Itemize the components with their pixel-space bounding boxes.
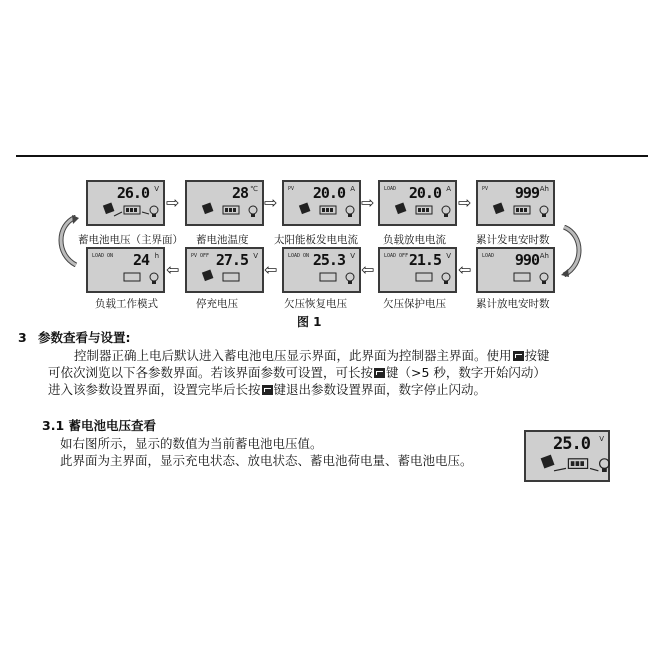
screen-battery-temperature — [185, 180, 264, 226]
status-icons — [288, 269, 358, 289]
figure-caption: 图 1 — [297, 315, 322, 329]
bulb-icon — [249, 206, 257, 217]
screen-tag: PV OFF — [191, 253, 210, 259]
caption-battery-temperature: 蓄电池温度 — [196, 234, 249, 246]
battery-icon — [320, 206, 336, 214]
paragraph-text: 按键 — [524, 348, 550, 363]
arrow-left-icon: ⇦ — [264, 260, 278, 279]
solar-panel-icon — [202, 270, 214, 282]
screen-unit: A — [446, 185, 451, 193]
screen-reading: 24 — [132, 251, 149, 269]
caption-pv-current: 太阳能板发电电流 — [274, 234, 358, 246]
battery-icon — [568, 459, 587, 469]
battery-icon — [320, 273, 336, 281]
screen-reading: 25.3 — [312, 251, 345, 269]
section-title: 参数查看与设置: — [38, 330, 131, 345]
screen-unit: V — [446, 252, 451, 260]
status-icons — [92, 269, 162, 289]
screen-reading: 25.0 — [553, 434, 590, 454]
solar-panel-icon — [202, 203, 214, 215]
status-icons — [288, 202, 358, 222]
section-number: 3 — [18, 330, 27, 345]
bulb-icon — [346, 273, 354, 284]
battery-icon — [124, 206, 140, 214]
screen-reading: 27.5 — [215, 251, 248, 269]
screen-load-ah — [476, 247, 555, 293]
cycle-left-arrow-icon — [52, 215, 80, 267]
arrow-left-icon: ⇦ — [458, 260, 472, 279]
arrow-right-icon: ⇨ — [361, 193, 375, 212]
screen-recover-voltage — [282, 247, 361, 293]
screen-unit: Ah — [539, 252, 549, 260]
caption-charge-stop-voltage: 停充电压 — [196, 298, 238, 310]
arrow-right-icon: ⇨ — [458, 193, 472, 212]
screen-tag: LOAD ON — [288, 253, 310, 259]
set-key-icon — [262, 385, 273, 395]
bulb-icon — [540, 206, 548, 217]
bulb-icon — [346, 206, 354, 217]
caption-undervoltage-protect: 欠压保护电压 — [383, 298, 446, 310]
solar-panel-icon — [395, 203, 407, 215]
screen-load-mode — [86, 247, 165, 293]
paragraph-text: 键退出参数设置界面，数字停止闪动。 — [273, 382, 487, 397]
screen-tag: PV — [288, 186, 295, 192]
screen-pv-ah — [476, 180, 555, 226]
paragraph-line — [74, 347, 550, 364]
arrow-left-icon: ⇦ — [361, 260, 375, 279]
caption-pv-ah: 累计发电安时数 — [476, 234, 550, 246]
screen-pv-current — [282, 180, 361, 226]
screen-undervoltage-protect — [378, 247, 457, 293]
screen-reading: 999 — [514, 184, 539, 202]
cycle-right-arrow-icon — [560, 225, 588, 277]
status-icons — [384, 202, 454, 222]
battery-icon — [416, 273, 432, 281]
screen-unit: Ah — [539, 185, 549, 193]
paragraph-line — [48, 381, 486, 398]
arrow-right-icon: ⇨ — [166, 193, 180, 212]
caption-load-current: 负载放电电流 — [383, 234, 446, 246]
screen-unit: V — [350, 252, 355, 260]
screen-unit: V — [253, 252, 258, 260]
screen-unit: A — [350, 185, 355, 193]
screen-reading: 20.0 — [408, 184, 441, 202]
subsection-title: 3.1 蓄电池电压查看 — [42, 418, 156, 433]
caption-load-mode: 负载工作模式 — [95, 298, 158, 310]
paragraph-text: 可依次浏览以下各参数界面。若该界面参数可设置，可长按 — [48, 365, 374, 380]
arrow-right-icon: ⇨ — [264, 193, 278, 212]
screen-tag: LOAD OFF — [384, 253, 409, 259]
caption-load-ah: 累计放电安时数 — [476, 298, 550, 310]
solar-panel-icon — [103, 203, 115, 215]
arrow-left-icon: ⇦ — [166, 260, 180, 279]
status-icons — [384, 269, 454, 289]
battery-icon — [514, 273, 530, 281]
screen-tag: LOAD — [384, 186, 397, 192]
screen-tag: LOAD ON — [92, 253, 114, 259]
screen-reading: 26.0 — [116, 184, 149, 202]
solar-panel-icon — [541, 455, 555, 469]
battery-icon — [223, 206, 239, 214]
status-icons — [482, 202, 552, 222]
screen-battery-voltage — [86, 180, 165, 226]
status-icons — [191, 202, 261, 222]
screen-battery-voltage-large — [524, 430, 610, 482]
caption-recover-voltage: 欠压恢复电压 — [284, 298, 347, 310]
bulb-icon — [442, 273, 450, 284]
screen-unit: V — [599, 435, 604, 443]
status-icons — [530, 454, 614, 478]
screen-unit: ℃ — [250, 185, 258, 193]
bulb-icon — [600, 459, 610, 472]
paragraph-text: 键（>5 秒，数字开始闪动） — [386, 365, 546, 380]
paragraph-line: 如右图所示，显示的数值为当前蓄电池电压值。 — [60, 436, 323, 451]
battery-icon — [514, 206, 530, 214]
status-icons — [92, 202, 162, 222]
bulb-icon — [442, 206, 450, 217]
set-key-icon — [513, 351, 524, 361]
paragraph-line: 此界面为主界面，显示充电状态、放电状态、蓄电池荷电量、蓄电池电压。 — [60, 453, 473, 468]
bulb-icon — [150, 206, 158, 217]
top-rule — [16, 155, 648, 157]
battery-icon — [223, 273, 239, 281]
battery-icon — [416, 206, 432, 214]
screen-load-current — [378, 180, 457, 226]
screen-unit: V — [154, 185, 159, 193]
screen-tag: PV — [482, 186, 489, 192]
paragraph-text: 进入该参数设置界面，设置完毕后长按 — [48, 382, 261, 397]
paragraph-line — [48, 364, 546, 381]
screen-reading: 990 — [514, 251, 539, 269]
screen-reading: 21.5 — [408, 251, 441, 269]
battery-icon — [124, 273, 140, 281]
screen-unit: h — [154, 252, 159, 260]
screen-reading: 28 — [231, 184, 248, 202]
status-icons — [191, 269, 261, 289]
paragraph-text: 控制器正确上电后默认进入蓄电池电压显示界面，此界面为控制器主界面。使用 — [74, 348, 512, 363]
bulb-icon — [540, 273, 548, 284]
screen-reading: 20.0 — [312, 184, 345, 202]
screen-tag: LOAD — [482, 253, 495, 259]
caption-battery-voltage: 蓄电池电压（主界面） — [78, 234, 183, 246]
solar-panel-icon — [493, 203, 505, 215]
screen-charge-stop-voltage — [185, 247, 264, 293]
bulb-icon — [150, 273, 158, 284]
status-icons — [482, 269, 552, 289]
set-key-icon — [374, 368, 385, 378]
solar-panel-icon — [299, 203, 311, 215]
